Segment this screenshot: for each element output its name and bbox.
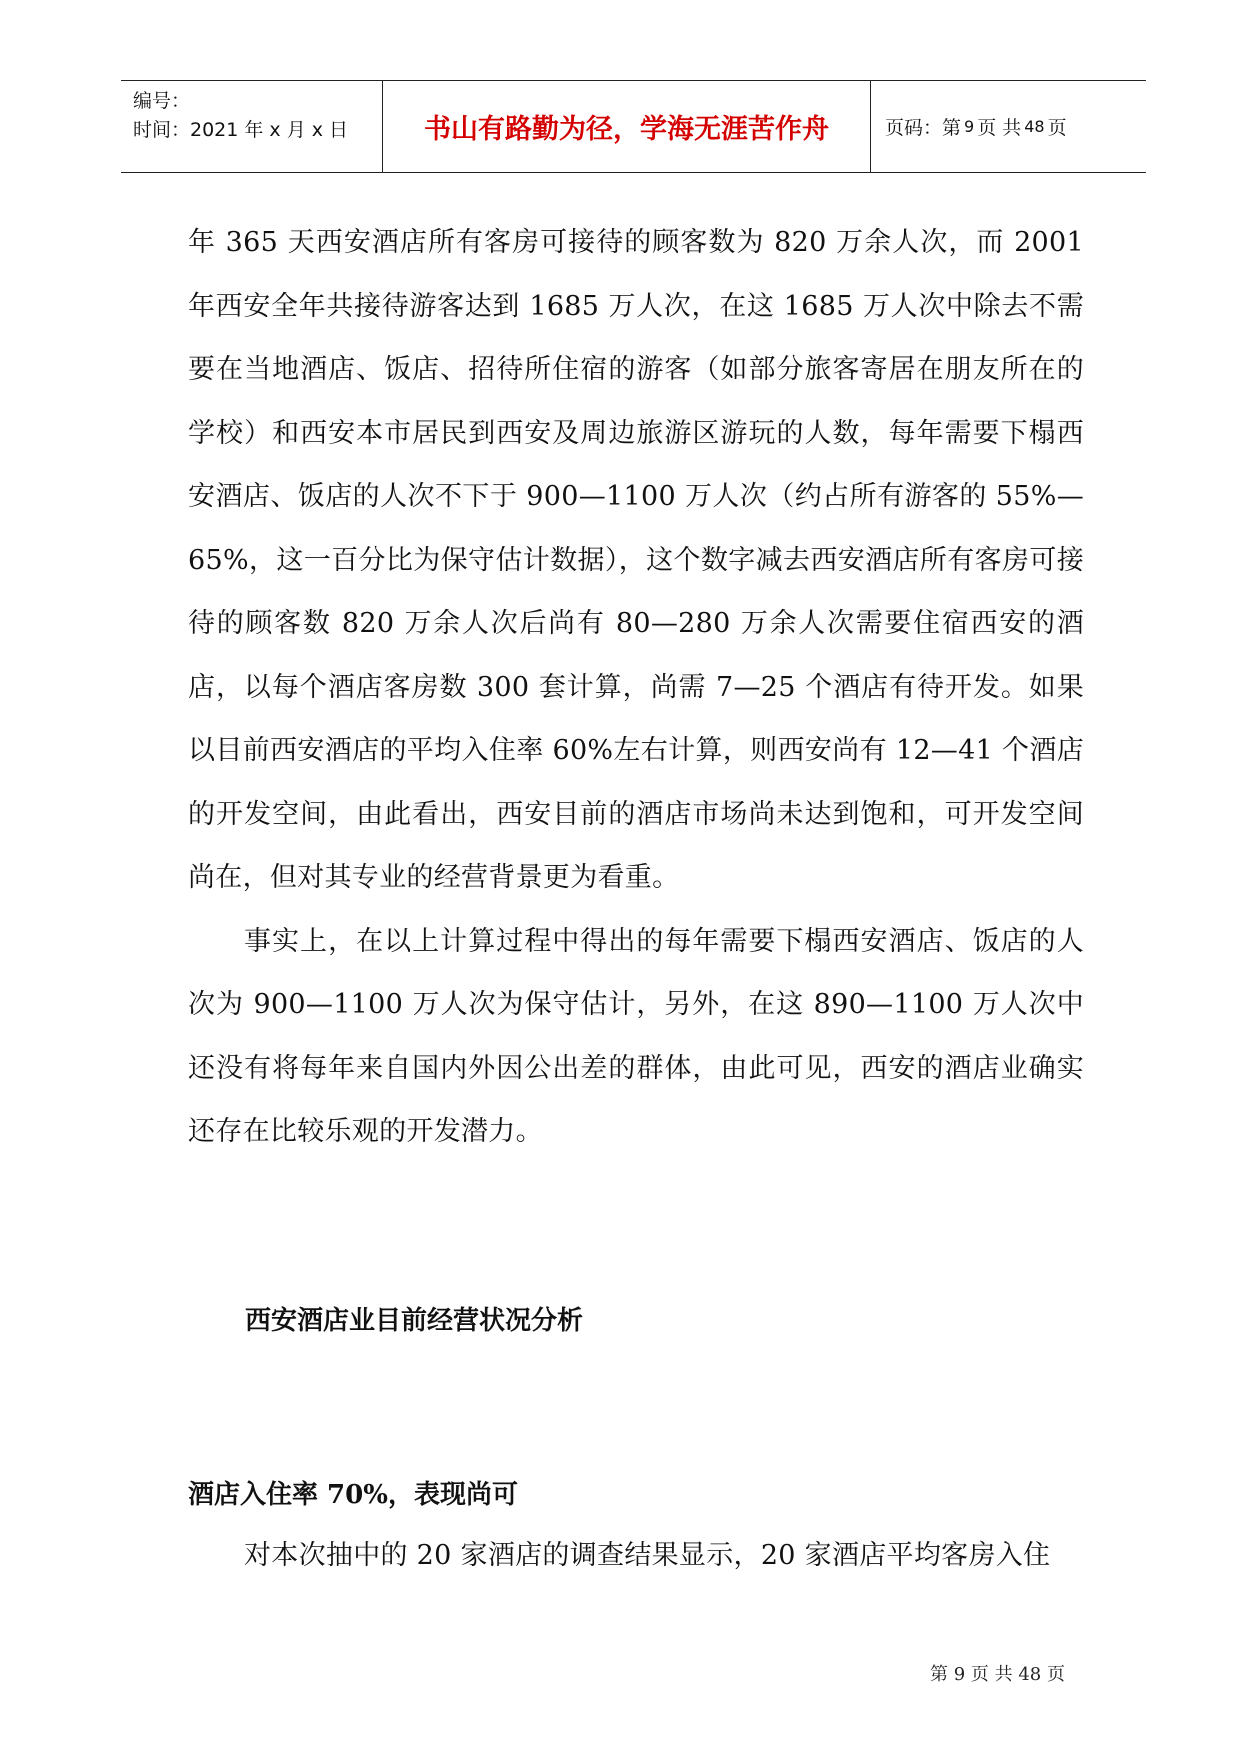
page-prefix: 页码：第 [885,117,962,139]
page-total: 48 [1024,117,1045,136]
page-suffix: 页 [1047,117,1067,139]
paragraph-survey-text: 对本次抽中的 20 家酒店的调查结果显示，20 家酒店平均客房入住 [244,1540,1051,1571]
document-number-label: 编号： [133,90,191,112]
body-text [188,211,1084,1164]
page-header [121,80,1146,173]
paragraph-continued: 年 365 天西安酒店所有客房可接待的顾客数为 820 万余人次，而 2001 年西安全年共接待游客达到 1685 万人次，在这 1685 万人次中除去不需要在当地酒店、饭店、招待所住宿的游客（如部分旅客寄居在朋友所在的学校）和西安本市居民到西安及周边旅游区游玩的人数，每年需要下榻西安酒店、饭店的人次不下于 900—1100 万人次（约占所有游客的 55%—65%，这一百分比为保守估计数据），这个数字减去西安酒店所有客房可接待的顾客数 820 万余人次后尚有 80—280 万余人次需要住宿西安的酒店，以每个酒店客房数 300 套计算，尚需 7—25 个酒店有待开发。如果以目前西安酒店的平均入住率 60%左右计算，则西安尚有 12—41 个酒店的开发空间，由此看出，西安目前的酒店市场尚未达到饱和，可开发空间尚在，但对其专业的经营背景更为看重。 [188,227,1084,893]
paragraph-survey [188,1524,1084,1588]
paragraph-fact: 事实上，在以上计算过程中得出的每年需要下榻西安酒店、饭店的人次为 900—1100 万人次为保守估计，另外，在这 890—1100 万人次中还没有将每年来自国内外因公出差的群体，由此可见，西安的酒店业确实还存在比较乐观的开发潜力。 [188,925,1084,1147]
header-motto: 书山有路勤为径，学海无涯苦作舟 [383,81,871,172]
header-meta [121,81,383,172]
page-current: 9 [964,117,975,136]
page-footer: 第 9 页 共 48 页 [930,1664,1065,1685]
document-time-label: 时间：2021 年 x 月 x 日 [133,119,349,141]
section-heading: 西安酒店业目前经营状况分析 [245,1306,584,1336]
header-page-info [871,81,1146,172]
page-mid: 页 共 [977,117,1022,139]
subsection-heading: 酒店入住率 70%，表现尚可 [188,1480,518,1510]
